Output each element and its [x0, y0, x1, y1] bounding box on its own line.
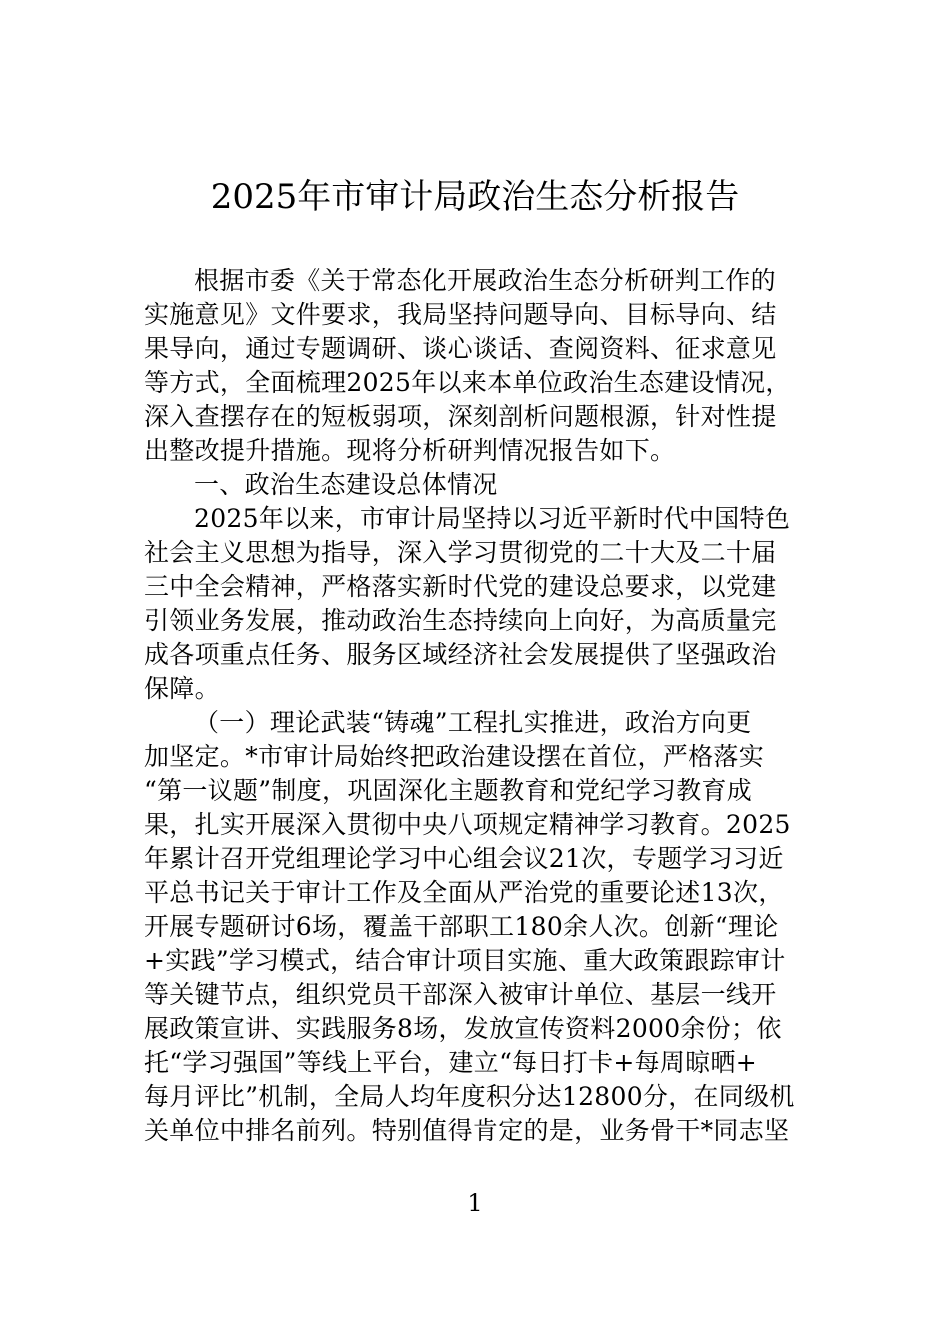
- paragraph-3-line-11: 托“学习强国”等线上平台，建立“每日打卡+每周晾晒+: [144, 1048, 758, 1077]
- paragraph-1-line-6: 出整改提升措施。现将分析研判情况报告如下。: [144, 436, 676, 465]
- paragraph-3-line-2: 加坚定。*市审计局始终把政治建设摆在首位，严格落实: [144, 742, 765, 771]
- paragraph-3-line-8: +实践”学习模式，结合审计项目实施、重大政策跟踪审计: [144, 946, 786, 975]
- paragraph-2-line-6: 保障。: [144, 674, 220, 703]
- paragraph-2-line-3: 三中全会精神，严格落实新时代党的建设总要求，以党建: [144, 572, 777, 601]
- paragraph-3-line-10: 展政策宣讲、实践服务8场，发放宣传资料2000余份；依: [144, 1014, 782, 1043]
- paragraph-3-line-6: 平总书记关于审计工作及全面从严治党的重要论述13次，: [144, 878, 784, 907]
- paragraph-2-line-1: 2025年以来，市审计局坚持以习近平新时代中国特色: [194, 504, 791, 533]
- page-number: 1: [467, 1189, 483, 1217]
- document-title: 2025年市审计局政治生态分析报告: [210, 177, 740, 217]
- document-body: [144, 264, 806, 1148]
- section-heading-1: 一、政治生态建设总体情况: [194, 470, 498, 499]
- paragraph-1-line-1: 根据市委《关于常态化开展政治生态分析研判工作的: [194, 266, 776, 295]
- paragraph-1-line-2: 实施意见》文件要求，我局坚持问题导向、目标导向、结: [144, 300, 777, 329]
- paragraph-1-line-3: 果导向，通过专题调研、谈心谈话、查阅资料、征求意见: [144, 334, 777, 363]
- paragraph-3-line-4: 果，扎实开展深入贯彻中央八项规定精神学习教育。2025: [144, 810, 791, 839]
- paragraph-3-line-1: （一）理论武装“铸魂”工程扎实推进，政治方向更: [194, 708, 752, 737]
- paragraph-3-line-12: 每月评比”机制，全局人均年度积分达12800分，在同级机: [144, 1082, 795, 1111]
- paragraph-1-line-5: 深入查摆存在的短板弱项，深刻剖析问题根源，针对性提: [144, 402, 777, 431]
- paragraph-2-line-2: 社会主义思想为指导，深入学习贯彻党的二十大及二十届: [144, 538, 777, 567]
- paragraph-3-line-5: 年累计召开党组理论学习中心组会议21次，专题学习习近: [144, 844, 784, 873]
- paragraph-1-line-4: 等方式，全面梳理2025年以来本单位政治生态建设情况，: [144, 368, 791, 397]
- paragraph-3-line-13: 关单位中排名前列。特别值得肯定的是，业务骨干*同志坚: [144, 1116, 790, 1145]
- paragraph-3-line-3: “第一议题”制度，巩固深化主题教育和党纪学习教育成: [144, 776, 753, 805]
- paragraph-2-line-5: 成各项重点任务、服务区域经济社会发展提供了坚强政治: [144, 640, 777, 669]
- paragraph-3-line-9: 等关键节点，组织党员干部深入被审计单位、基层一线开: [144, 980, 777, 1009]
- paragraph-2-line-4: 引领业务发展，推动政治生态持续向上向好，为高质量完: [144, 606, 777, 635]
- paragraph-3-line-7: 开展专题研讨6场，覆盖干部职工180余人次。创新“理论: [144, 912, 779, 941]
